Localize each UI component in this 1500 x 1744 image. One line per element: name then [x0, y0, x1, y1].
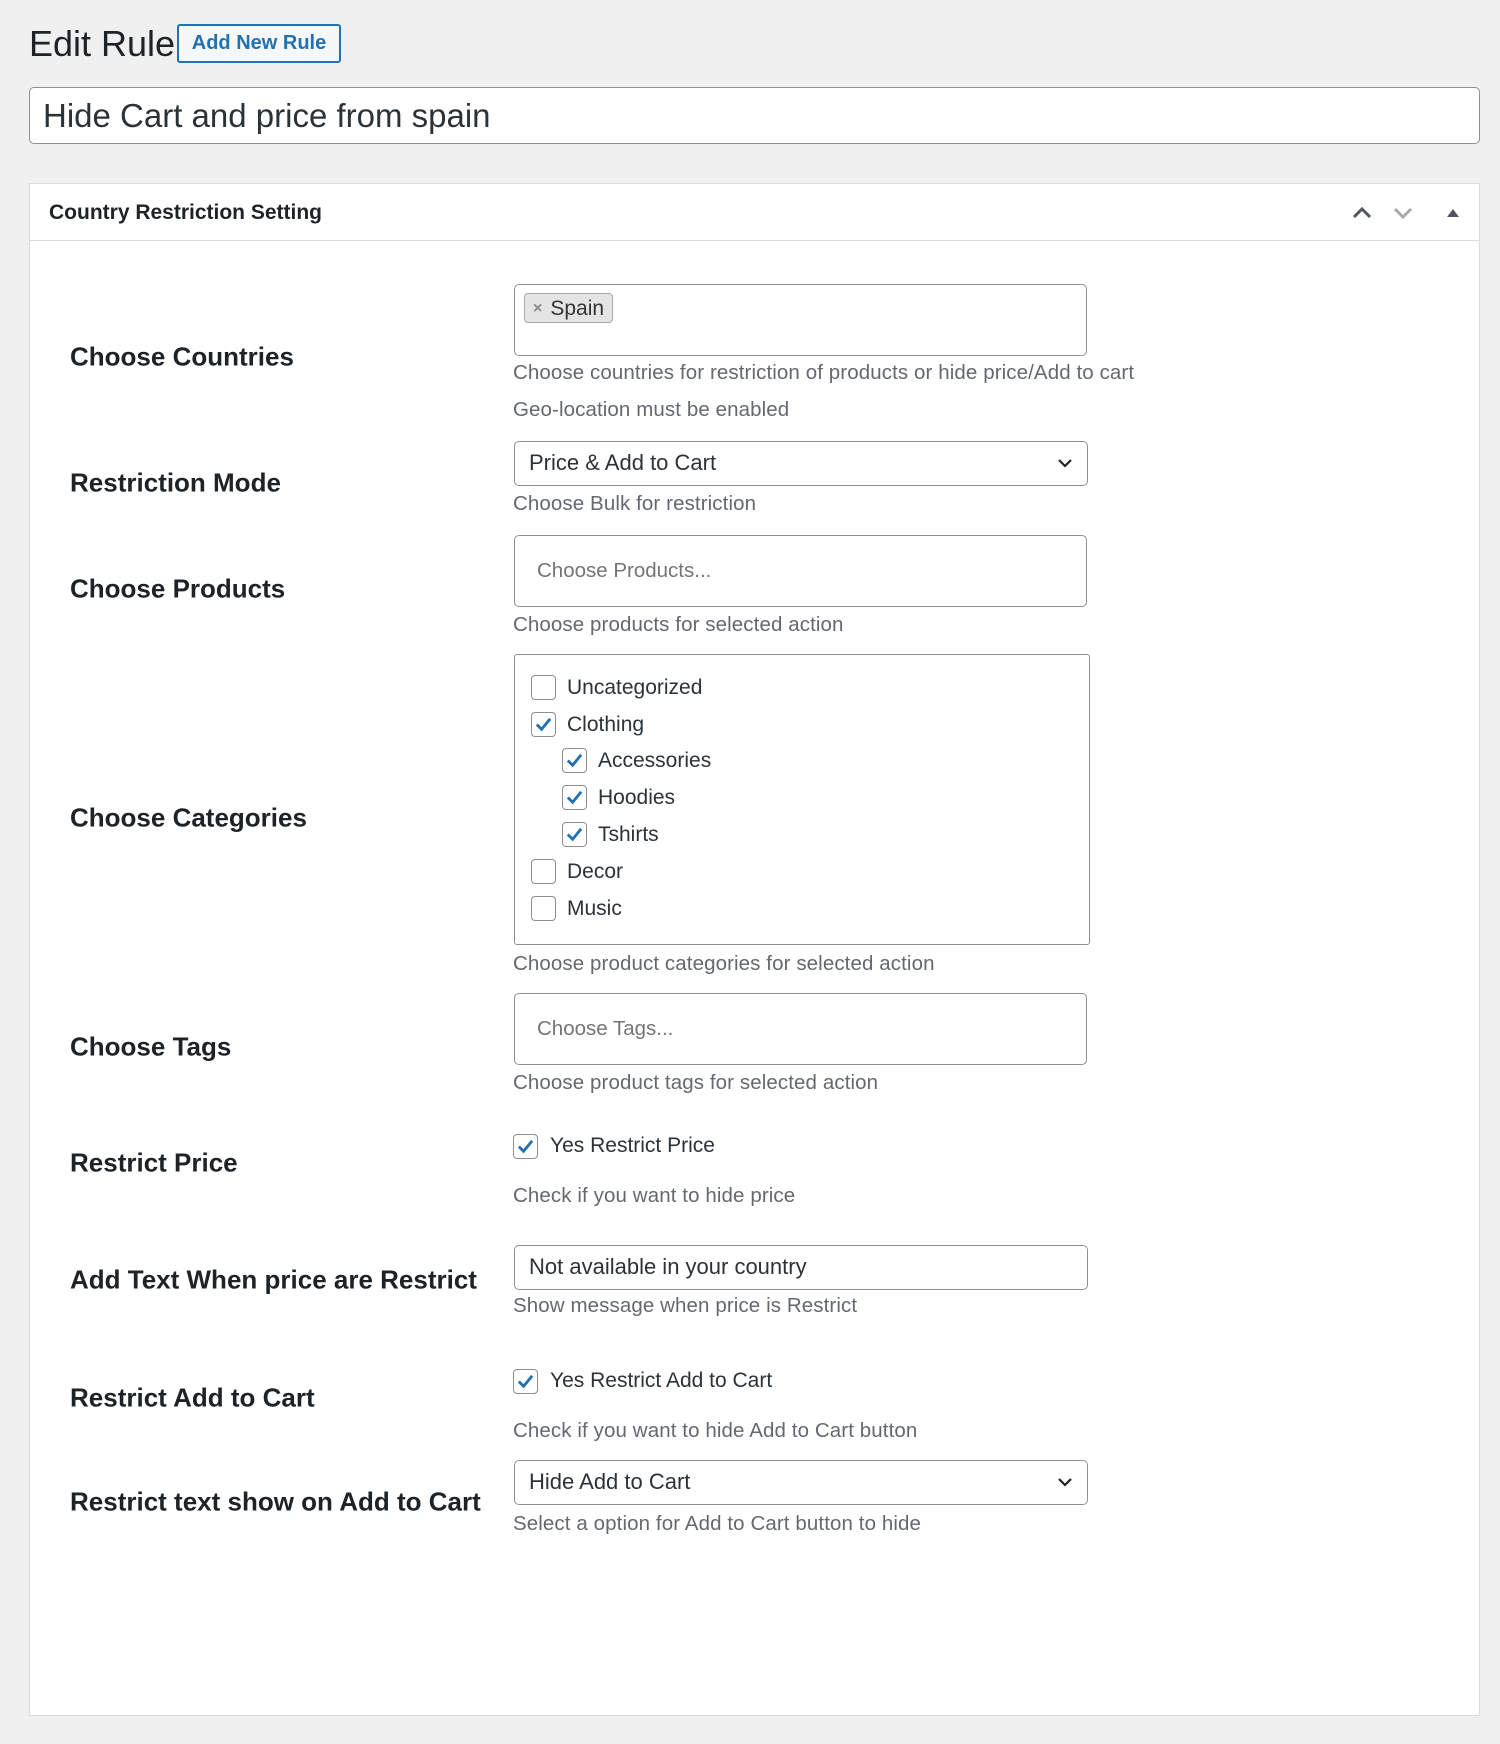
checkmark-icon	[565, 751, 584, 770]
category-checkbox-uncategorized[interactable]	[531, 675, 556, 700]
category-label: Tshirts	[598, 823, 659, 846]
move-down-button[interactable]	[1388, 198, 1418, 228]
restriction-mode-help: Choose Bulk for restriction	[513, 492, 757, 515]
restrict-price-label: Restrict Price	[70, 1147, 238, 1178]
restrict-price-checkbox[interactable]	[513, 1134, 538, 1159]
country-restriction-panel	[29, 183, 1480, 1716]
add-new-rule-button[interactable]: Add New Rule	[177, 24, 341, 63]
country-tag-spain	[524, 293, 613, 323]
geolocation-note: Geo-location must be enabled	[513, 398, 790, 421]
categories-label: Choose Categories	[70, 802, 307, 833]
category-label: Clothing	[567, 713, 645, 736]
products-help: Choose products for selected action	[513, 613, 844, 636]
countries-multiselect[interactable]	[514, 284, 1087, 356]
checkmark-icon	[516, 1137, 535, 1156]
restrict-cart-checkbox[interactable]	[513, 1369, 538, 1394]
country-tag-label: Spain	[550, 296, 605, 320]
panel-title: Country Restriction Setting	[49, 201, 323, 224]
restriction-mode-label: Restriction Mode	[70, 467, 281, 498]
category-checkbox-music[interactable]	[531, 896, 556, 921]
price-text-label: Add Text When price are Restrict	[70, 1264, 477, 1295]
tags-label: Choose Tags	[70, 1031, 232, 1062]
checkmark-icon	[565, 788, 584, 807]
page-title: Edit Rule	[29, 23, 176, 64]
checkmark-icon	[565, 825, 584, 844]
cart-text-value: Hide Add to Cart	[529, 1469, 691, 1494]
checkmark-icon	[516, 1372, 535, 1391]
countries-help: Choose countries for restriction of products or hide price/Add to cart	[513, 361, 1135, 384]
category-label: Accessories	[598, 749, 712, 772]
restrict-cart-label: Restrict Add to Cart	[70, 1382, 315, 1413]
tags-help: Choose product tags for selected action	[513, 1071, 879, 1094]
chevron-down-icon	[1388, 198, 1418, 228]
cart-text-help: Select a option for Add to Cart button to hide	[513, 1512, 922, 1535]
restrict-cart-checkbox-label: Yes Restrict Add to Cart	[550, 1369, 773, 1392]
products-label: Choose Products	[70, 573, 286, 604]
categories-checklist	[514, 654, 1090, 945]
price-text-help: Show message when price is Restrict	[513, 1294, 858, 1317]
category-label: Uncategorized	[567, 676, 703, 699]
price-text-value: Not available in your country	[529, 1254, 807, 1279]
category-checkbox-decor[interactable]	[531, 859, 556, 884]
chevron-up-icon	[1347, 198, 1377, 228]
category-checkbox-accessories[interactable]	[562, 748, 587, 773]
countries-label: Choose Countries	[70, 341, 294, 372]
category-checkbox-clothing[interactable]	[531, 712, 556, 737]
restrict-price-checkbox-label: Yes Restrict Price	[550, 1134, 715, 1157]
tags-multiselect[interactable]	[514, 993, 1087, 1065]
cart-text-select[interactable]	[514, 1460, 1088, 1505]
checkmark-icon	[534, 715, 553, 734]
chevron-down-icon	[1055, 1472, 1075, 1492]
category-checkbox-tshirts[interactable]	[562, 822, 587, 847]
toggle-panel-button[interactable]	[1438, 198, 1468, 228]
panel-header	[30, 184, 1479, 241]
restriction-mode-select[interactable]	[514, 441, 1088, 486]
category-label: Decor	[567, 860, 624, 883]
cart-text-label: Restrict text show on Add to Cart	[70, 1486, 481, 1517]
chevron-down-icon	[1055, 453, 1075, 473]
tags-placeholder: Choose Tags...	[537, 1017, 674, 1040]
category-label: Hoodies	[598, 786, 676, 809]
products-placeholder: Choose Products...	[537, 559, 712, 582]
move-up-button[interactable]	[1347, 198, 1377, 228]
restrict-price-help: Check if you want to hide price	[513, 1184, 796, 1207]
products-multiselect[interactable]	[514, 535, 1087, 607]
category-label: Music	[567, 897, 622, 920]
remove-tag-icon[interactable]: ×	[533, 299, 543, 317]
triangle-up-icon	[1438, 198, 1468, 228]
rule-title-input[interactable]	[29, 87, 1480, 144]
restriction-mode-value: Price & Add to Cart	[529, 450, 717, 475]
price-text-input[interactable]	[514, 1245, 1088, 1290]
category-checkbox-hoodies[interactable]	[562, 785, 587, 810]
categories-help: Choose product categories for selected action	[513, 952, 935, 975]
restrict-cart-help: Check if you want to hide Add to Cart button	[513, 1419, 918, 1442]
